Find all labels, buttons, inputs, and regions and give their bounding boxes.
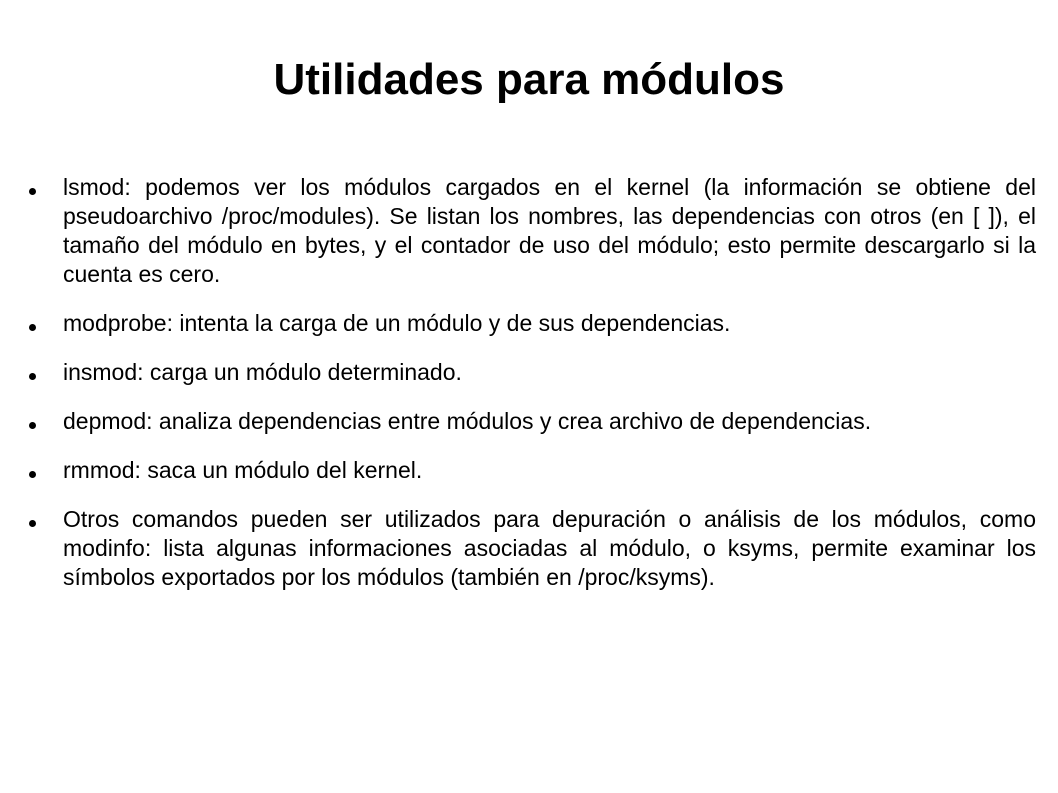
bullet-item-otros	[29, 505, 1036, 592]
bullet-dot-icon	[29, 520, 36, 527]
bullet-list	[29, 173, 1036, 612]
bullet-dot-icon	[29, 422, 36, 429]
bullet-text: Otros comandos pueden ser utilizados para depuración o análisis de los módulos, como modinfo: lista algunas informaciones asociadas al módulo, o ksyms, permite examinar los símbolos exportados por los módulos (también en /proc/ksyms).	[63, 506, 1036, 590]
bullet-dot-icon	[29, 324, 36, 331]
bullet-text: insmod: carga un módulo determinado.	[63, 359, 462, 385]
bullet-dot-icon	[29, 471, 36, 478]
bullet-item-modprobe	[29, 309, 1036, 338]
bullet-dot-icon	[29, 373, 36, 380]
bullet-text: modprobe: intenta la carga de un módulo y de sus dependencias.	[63, 310, 731, 336]
slide-title: Utilidades para módulos	[273, 55, 785, 104]
bullet-text: rmmod: saca un módulo del kernel.	[63, 457, 423, 483]
bullet-dot-icon	[29, 188, 36, 195]
bullet-item-rmmod	[29, 456, 1036, 485]
bullet-text: lsmod: podemos ver los módulos cargados en el kernel (la información se obtiene del pseudoarchivo /proc/modules). Se listan los nombres, las dependencias con otros (en [ ]), el tamaño del módulo en bytes, y el contador de uso del módulo; esto permite descargarlo si la cuenta es cero.	[63, 174, 1036, 287]
bullet-item-lsmod	[29, 173, 1036, 289]
bullet-item-depmod	[29, 407, 1036, 436]
bullet-item-insmod	[29, 358, 1036, 387]
bullet-text: depmod: analiza dependencias entre módulos y crea archivo de dependencias.	[63, 408, 872, 434]
